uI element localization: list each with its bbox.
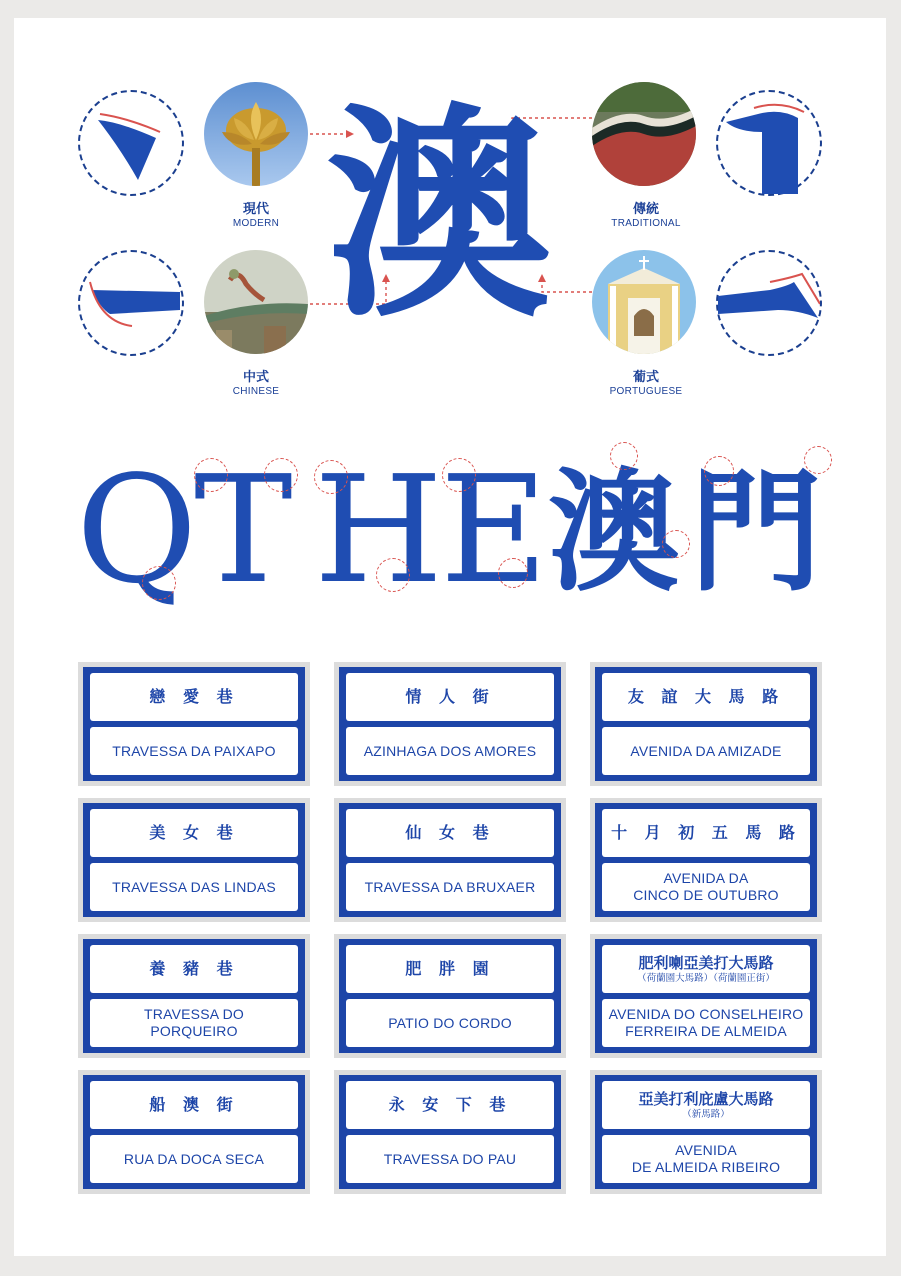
street-sign-chinese-panel — [90, 809, 298, 857]
street-sign-frame — [83, 939, 305, 1053]
street-sign-frame — [339, 1075, 561, 1189]
caption-portuguese-zh: 葡式 — [632, 370, 659, 385]
street-sign-frame — [339, 939, 561, 1053]
street-sign-chinese-panel — [602, 1081, 810, 1129]
detail-circle — [314, 460, 348, 494]
street-sign-frame — [595, 1075, 817, 1189]
street-sign-chinese-panel — [346, 673, 554, 721]
street-sign-portuguese-panel — [90, 727, 298, 775]
street-sign-frame — [83, 803, 305, 917]
street-sign-portuguese-line: TRAVESSA DO — [144, 1006, 244, 1022]
street-sign-chinese-name: 永 安 下 巷 — [388, 1095, 512, 1114]
street-sign-portuguese-panel — [346, 1135, 554, 1183]
street-sign-chinese-name: 亞美打利庇盧大馬路 — [638, 1090, 774, 1108]
street-sign-chinese-panel — [346, 809, 554, 857]
street-sign-portuguese-line: TRAVESSA DAS LINDAS — [112, 878, 276, 895]
street-sign-portuguese-line: RUA DA DOCA SECA — [123, 1150, 265, 1167]
street-sign-frame — [83, 1075, 305, 1189]
street-sign-chinese-panel — [90, 673, 298, 721]
caption-chinese-zh: 中式 — [242, 370, 269, 385]
street-sign-chinese-name: 友 誼 大 馬 路 — [627, 687, 785, 706]
street-sign-chinese-panel — [602, 673, 810, 721]
caption-traditional-zh: 傳統 — [632, 202, 659, 217]
caption-traditional-en: TRADITIONAL — [611, 218, 681, 229]
street-sign — [590, 662, 822, 786]
detail-circle — [498, 558, 528, 588]
street-sign-portuguese-panel — [602, 863, 810, 911]
street-sign-frame — [595, 939, 817, 1053]
title-letter-q: Q — [76, 444, 198, 616]
caption-portuguese-en: PORTUGUESE — [609, 386, 683, 397]
street-sign — [590, 1070, 822, 1194]
poster — [14, 18, 886, 1256]
street-sign-chinese-alias: （荷蘭園大馬路）（荷蘭園正街） — [637, 973, 775, 984]
street-sign — [334, 798, 566, 922]
street-sign-portuguese-panel — [90, 999, 298, 1047]
street-sign-portuguese-panel — [602, 1135, 810, 1183]
detail-circle — [194, 458, 228, 492]
street-sign — [78, 662, 310, 786]
street-sign-portuguese-line: AVENIDA DA AMIZADE — [630, 742, 782, 759]
street-sign-portuguese-line: PATIO DO CORDO — [388, 1014, 512, 1031]
street-sign-chinese-panel — [346, 1081, 554, 1129]
street-sign — [590, 934, 822, 1058]
street-sign-portuguese-line: AVENIDA DO CONSELHEIRO — [608, 1006, 804, 1022]
detail-circle — [264, 458, 298, 492]
street-sign-chinese-alias: （新馬路） — [682, 1109, 730, 1120]
title-letter-t: T — [194, 444, 293, 616]
caption-modern-zh: 現代 — [242, 202, 269, 217]
street-sign-chinese-name: 肥 胖 園 — [405, 959, 495, 978]
street-sign-portuguese-line: PORQUEIRO — [150, 1023, 238, 1039]
street-sign-frame — [339, 803, 561, 917]
street-sign-chinese-name: 養 豬 巷 — [149, 959, 239, 978]
caption-chinese-en: CHINESE — [232, 386, 280, 397]
title-letter-e: E — [440, 444, 549, 616]
street-sign — [78, 934, 310, 1058]
street-sign-chinese-name: 美 女 巷 — [149, 823, 239, 842]
street-sign-portuguese-line: DE ALMEIDA RIBEIRO — [631, 1159, 781, 1175]
street-sign-portuguese-panel — [346, 863, 554, 911]
street-sign-chinese-name: 戀 愛 巷 — [149, 687, 239, 706]
title-letter-h: H — [314, 444, 444, 616]
street-sign-portuguese-panel — [90, 1135, 298, 1183]
detail-circle — [704, 456, 734, 486]
street-sign-frame — [339, 667, 561, 781]
hero-character: 澳 — [326, 83, 553, 348]
street-sign-portuguese-line: AZINHAGA DOS AMORES — [363, 742, 537, 759]
street-sign-chinese-name: 情 人 街 — [405, 687, 495, 706]
street-sign-chinese-name: 仙 女 巷 — [405, 823, 495, 842]
street-sign — [334, 1070, 566, 1194]
street-sign-chinese-name: 肥利喇亞美打大馬路 — [638, 954, 774, 972]
detail-circle — [376, 558, 410, 592]
street-sign — [334, 934, 566, 1058]
street-sign-portuguese-panel — [90, 863, 298, 911]
street-sign-portuguese-line: TRAVESSA DO PAU — [383, 1150, 517, 1167]
street-sign-portuguese-panel — [602, 999, 810, 1047]
caption-modern-en: MODERN — [232, 218, 280, 229]
street-sign — [78, 798, 310, 922]
street-sign-chinese-panel — [90, 945, 298, 993]
street-sign-portuguese-line: FERREIRA DE ALMEIDA — [625, 1023, 787, 1039]
street-sign-portuguese-line: CINCO DE OUTUBRO — [633, 887, 779, 903]
detail-circle — [804, 446, 832, 474]
street-sign — [78, 1070, 310, 1194]
street-sign — [334, 662, 566, 786]
street-sign-chinese-name: 船 澳 街 — [149, 1095, 239, 1114]
street-sign-frame — [595, 803, 817, 917]
street-sign-portuguese-line: TRAVESSA DA BRUXAER — [364, 878, 536, 895]
street-sign-portuguese-line: TRAVESSA DA PAIXAPO — [112, 742, 276, 759]
title-char-mun: 門 — [690, 455, 822, 610]
street-sign-chinese-panel — [602, 945, 810, 993]
street-sign-portuguese-line: AVENIDA DA — [663, 870, 749, 886]
detail-circle — [442, 458, 476, 492]
street-sign-frame — [595, 667, 817, 781]
street-sign-chinese-name: 十 月 初 五 馬 路 — [611, 823, 801, 842]
street-sign-chinese-panel — [90, 1081, 298, 1129]
detail-circle — [610, 442, 638, 470]
street-sign-chinese-panel — [346, 945, 554, 993]
detail-circle — [142, 566, 176, 600]
street-sign — [590, 798, 822, 922]
street-sign-chinese-panel — [602, 809, 810, 857]
street-sign-portuguese-panel — [602, 727, 810, 775]
street-sign-portuguese-panel — [346, 999, 554, 1047]
street-sign-portuguese-panel — [346, 727, 554, 775]
title-char-ao: 澳 — [548, 455, 680, 610]
street-sign-frame — [83, 667, 305, 781]
detail-circle — [662, 530, 690, 558]
street-sign-portuguese-line: AVENIDA — [675, 1142, 737, 1158]
